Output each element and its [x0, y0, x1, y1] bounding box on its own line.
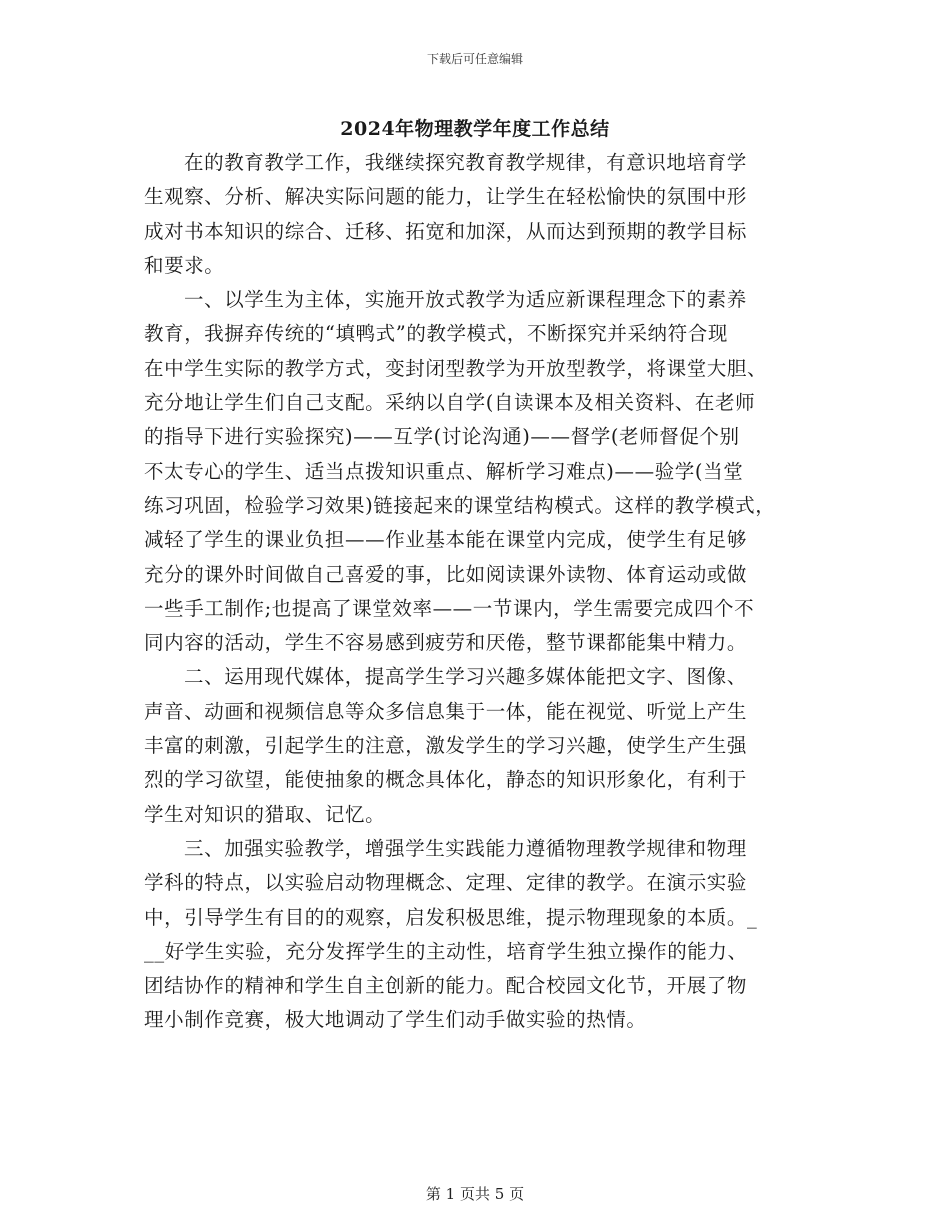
- text-line: 在中学生实际的教学方式，变封闭型教学为开放型教学，将课堂大胆、: [144, 356, 768, 380]
- page-header: 下载后可任意编辑: [426, 52, 523, 66]
- text-line: 充分的课外时间做自己喜爱的事，比如阅读课外读物、体育运动或做: [144, 562, 748, 586]
- text-line: 一些手工制作;也提高了课堂效率——一节课内，学生需要完成四个不: [144, 596, 755, 620]
- document-title: 2024年物理教学年度工作总结: [340, 118, 610, 140]
- text-line: 学生对知识的猎取、记忆。: [144, 802, 386, 826]
- text-line: 声音、动画和视频信息等众多信息集于一体，能在视觉、听觉上产生: [144, 699, 748, 723]
- text-line: 练习巩固，检验学习效果)链接起来的课堂结构模式。这样的教学模式，: [144, 493, 776, 517]
- text-line: 教育，我摒弃传统的“填鸭式”的教学模式，不断探究并采纳符合现: [144, 322, 728, 346]
- text-line: 烈的学习欲望，能使抽象的概念具体化，静态的知识形象化，有利于: [144, 768, 748, 792]
- paragraph-intro: [144, 146, 812, 283]
- text-line: 减轻了学生的课业负担——作业基本能在课堂内完成，使学生有足够: [144, 528, 748, 552]
- document-body: [144, 146, 812, 1038]
- text-line: 中，引导学生有目的的观察，启发积极思维，提示物理现象的本质。_: [144, 905, 758, 929]
- text-line: __好学生实验，充分发挥学生的主动性，培育学生独立操作的能力、: [144, 939, 748, 963]
- text-line: 充分地让学生们自己支配。采纳以自学(自读课本及相关资料、在老师: [144, 391, 756, 415]
- paragraph-section-3: [144, 832, 812, 1038]
- text-line: 同内容的活动，学生不容易感到疲劳和厌倦，整节课都能集中精力。: [144, 631, 748, 655]
- page-number: 第 1 页共 5 页: [425, 1185, 525, 1203]
- text-line: 理小制作竞赛，极大地调动了学生们动手做实验的热情。: [144, 1008, 647, 1032]
- text-line: 生观察、分析、解决实际问题的能力，让学生在轻松愉快的氛围中形: [144, 185, 748, 209]
- text-line: 成对书本知识的综合、迁移、拓宽和加深，从而达到预期的教学目标: [144, 219, 748, 243]
- text-line: 二、运用现代媒体，提高学生学习兴趣多媒体能把文字、图像、: [184, 665, 747, 689]
- paragraph-section-2: [144, 660, 812, 831]
- text-line: 学科的特点，以实验启动物理概念、定理、定律的教学。在演示实验: [144, 871, 748, 895]
- text-line: 丰富的刺激，引起学生的注意，激发学生的学习兴趣，使学生产生强: [144, 734, 748, 758]
- text-line: 三、加强实验教学，增强学生实践能力遵循物理教学规律和物理: [184, 836, 747, 860]
- paragraph-section-1: [144, 283, 812, 660]
- text-line: 不太专心的学生、适当点拨知识重点、解析学习难点)——验学(当堂: [144, 459, 744, 483]
- text-line: 一、以学生为主体，实施开放式教学为适应新课程理念下的素养: [184, 288, 747, 312]
- text-line: 在的教育教学工作，我继续探究教育教学规律，有意识地培育学: [184, 151, 747, 174]
- text-line: 的指导下进行实验探究)——互学(讨论沟通)——督学(老师督促个别: [144, 425, 740, 449]
- text-line: 和要求。: [144, 253, 225, 277]
- text-line: 团结协作的精神和学生自主创新的能力。配合校园文化节，开展了物: [144, 974, 748, 998]
